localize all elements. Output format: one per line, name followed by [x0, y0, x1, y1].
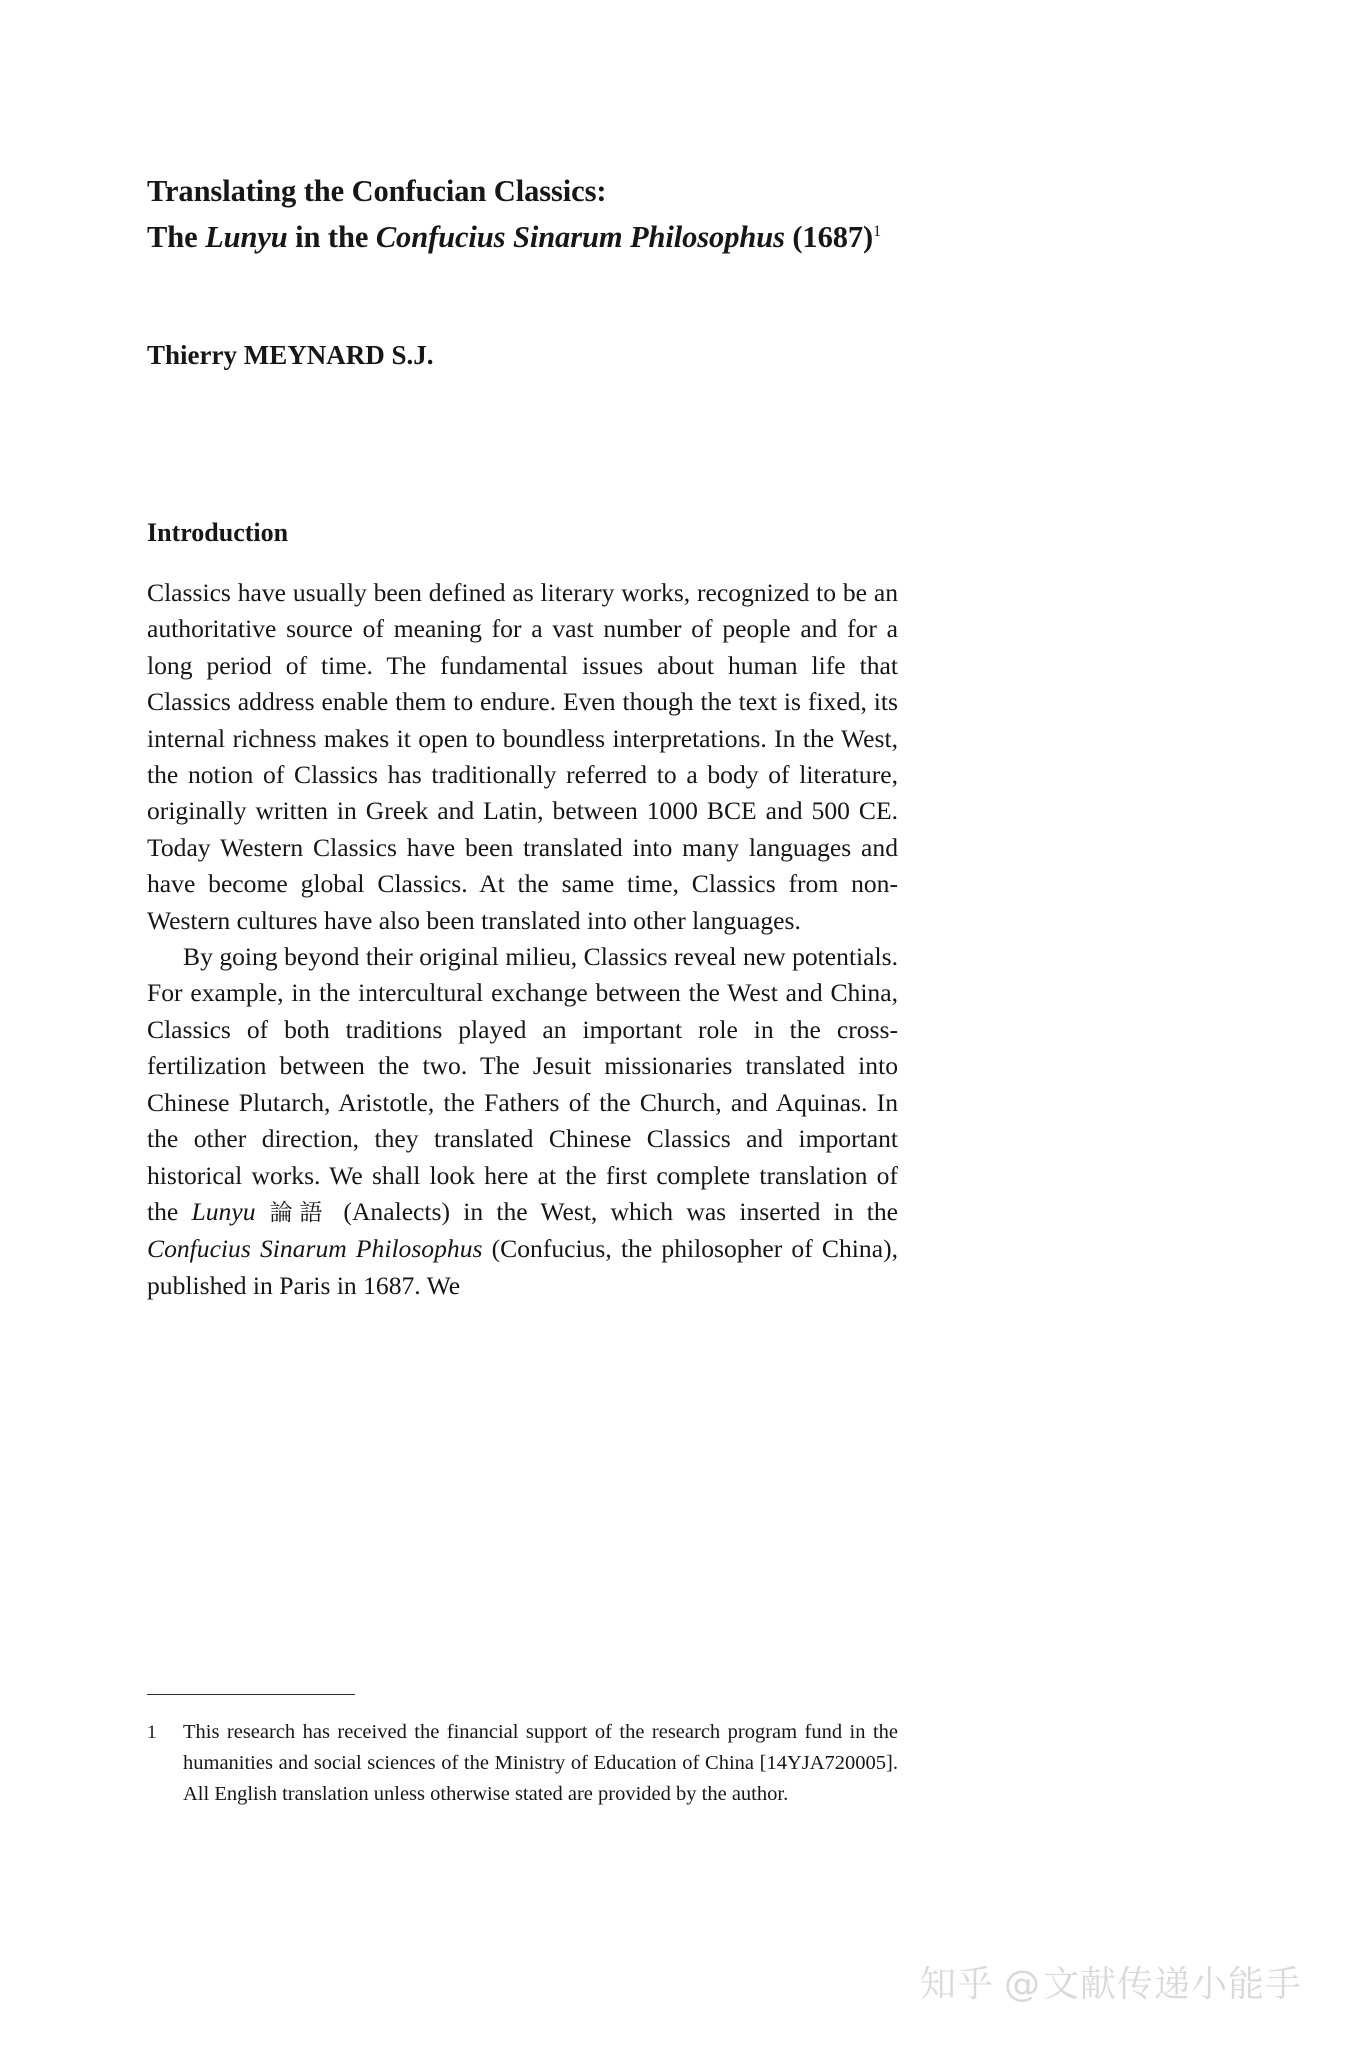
footnote-separator-rule	[147, 1694, 355, 1695]
title-part-year: (1687)	[784, 220, 874, 254]
page-title-line-2	[147, 214, 898, 260]
title-part-the: The	[147, 220, 206, 254]
body-paragraph-1	[147, 575, 898, 939]
page-content	[147, 168, 898, 1304]
section-heading-introduction: Introduction	[147, 518, 289, 547]
paragraph-2-italic-lunyu: Lunyu	[191, 1196, 256, 1226]
paragraph-2-cjk-lunyu: 論語	[255, 1199, 344, 1226]
watermark-site-name: 知乎	[919, 1964, 994, 2005]
paragraph-2-italic-csp: Confucius Sinarum Philosophus	[147, 1234, 483, 1264]
title-italic-confucius-sinarum-philosophus: Confucius Sinarum Philosophus	[375, 220, 785, 254]
watermark-handle: 文献传递小能手	[1042, 1964, 1302, 2005]
page-title-line-1: Translating the Confucian Classics:	[147, 174, 607, 208]
paragraph-1-text: Classics have usually been defined as literary works, recognized to be an authoritative source of meaning for a vast number of people and for a long period of time. The fundamental issues about human life that Classics address enable them to endure. Even though the text is fixed, its internal richness makes it open to boundless interpretations. In the West, the notion of Classics has traditionally referred to a body of literature, originally written in Greek and Latin, between 1000 BCE and 500 CE. Today Western Classics have been translated into many languages and have become global Classics. At the same time, Classics from non-Western cultures have also been translated into other languages.	[147, 578, 898, 935]
footnote-number: 1	[147, 1722, 157, 1743]
footnote-area	[147, 1694, 898, 1810]
footnote-item	[147, 1717, 898, 1810]
watermark-at-symbol: @	[1003, 1964, 1041, 2005]
footnote-reference-marker[interactable]: 1	[873, 222, 881, 240]
article-title-block	[147, 168, 898, 260]
author-name: Thierry MEYNARD S.J.	[147, 340, 434, 370]
paragraph-2-run-4: (Analects) in the West, which was inserted in the	[343, 1196, 899, 1226]
watermark	[920, 1956, 1302, 2007]
paragraph-2-run-6: (Confucius, the philosopher of China), published in Paris in 1687. We	[147, 1234, 898, 1300]
title-italic-lunyu: Lunyu	[205, 220, 288, 254]
footnote-text: This research has received the financial support of the research program fund in the humanities and social sciences of the Ministry of Education of China [14YJA720005]. All English translation unless otherwise stated are provided by the author.	[183, 1721, 898, 1805]
paragraph-2-run-1: By going beyond their original milieu, Classics reveal new potentials. For example, in the intercultural exchange between the West and China, Classics of both traditions played an important role in the cross-fertilization between the two. The Jesuit missionaries translated into Chinese Plutarch, Aristotle, the Fathers of the Church, and Aquinas. In the other direction, they translated Chinese Classics and important historical works. We shall look here at the first complete translation of the	[147, 942, 898, 1226]
body-paragraph-2	[147, 939, 898, 1304]
title-part-in-the: in the	[287, 220, 376, 254]
